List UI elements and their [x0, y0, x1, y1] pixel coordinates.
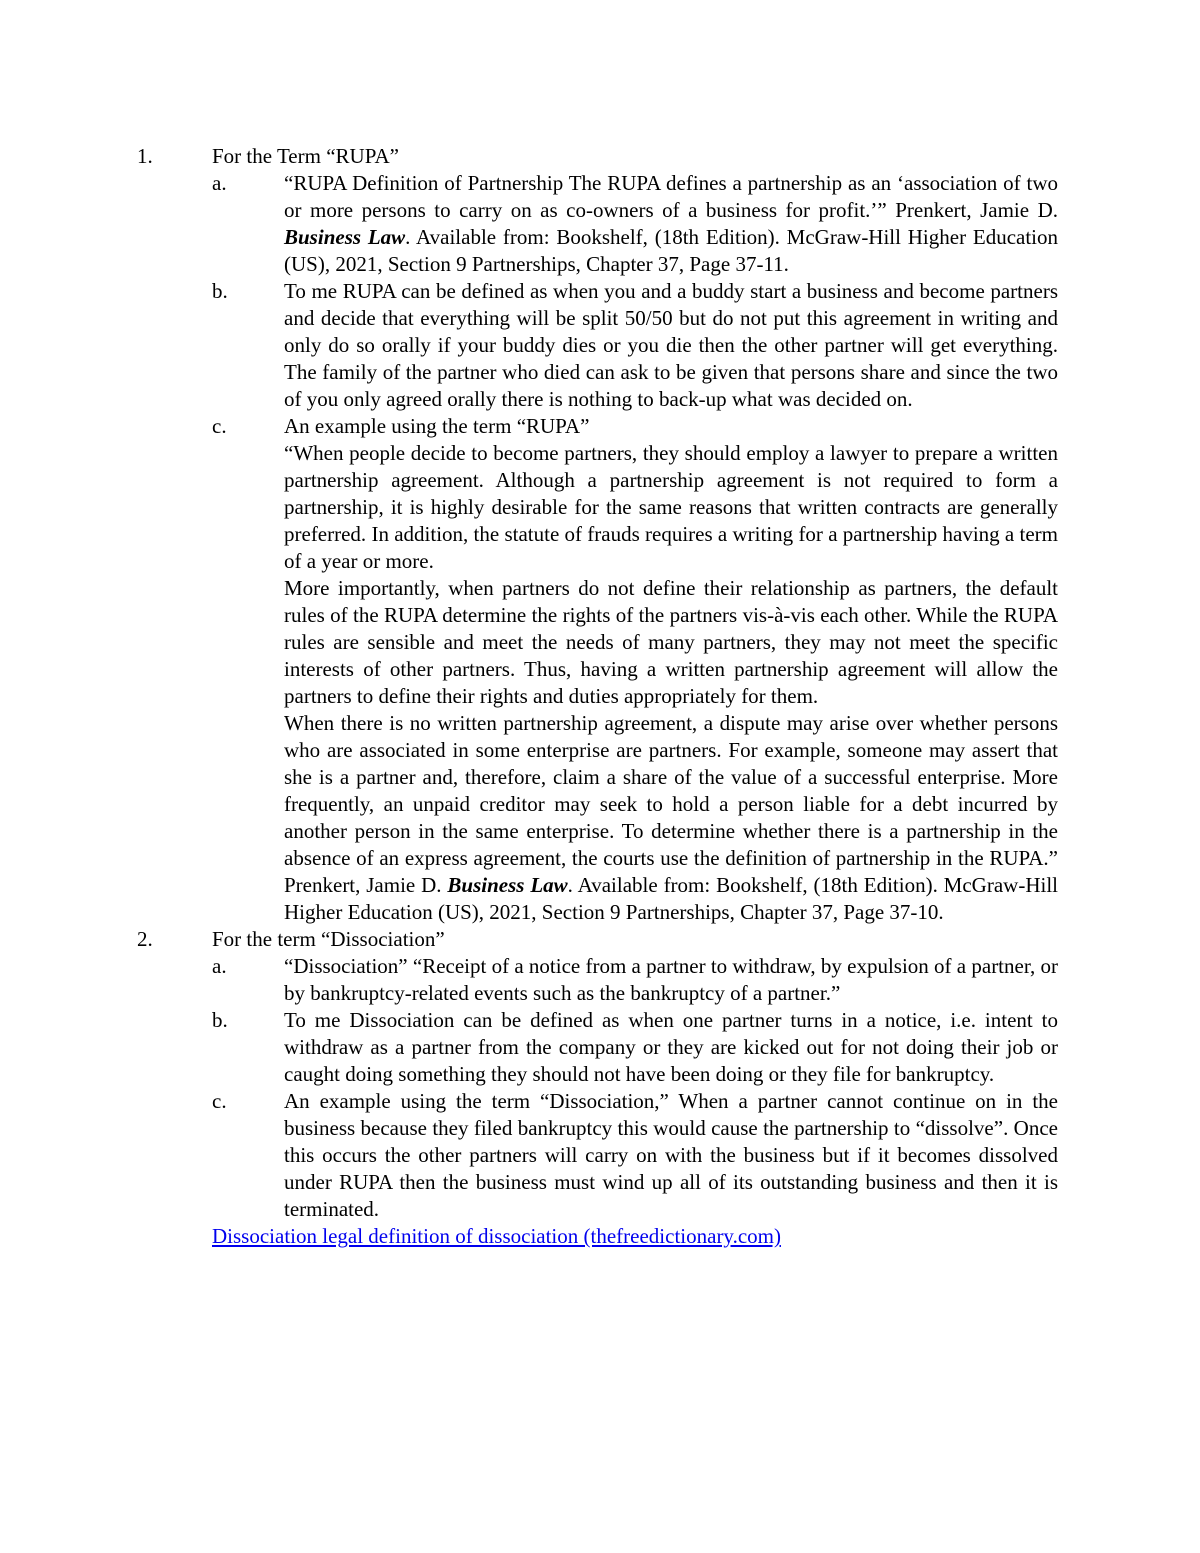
- item-letter: a.: [212, 171, 227, 195]
- paragraph-text: When there is no written partnership agreement, a dispute may arise over whether persons who are associated in some enterprise are partners. For example, someone may assert that she is a partner and, therefore, claim a share of the value of a successful enterprise. More frequently, an unpaid creditor may seek to hold a person liable for a debt incurred by another person in the same enterprise. To determine whether there is a partnership in the absence of an express agreement, the courts use the definition of partnership in the RUPA.” Prenkert, Jamie D.: [284, 711, 1058, 897]
- section-1-item-a: [0, 170, 1200, 278]
- item-text: “Dissociation” “Receipt of a notice from a partner to withdraw, by expulsion of a partner, or by bankruptcy-related events such as the bankruptcy of a partner.”: [284, 954, 1058, 1005]
- item-text: To me RUPA can be defined as when you and a buddy start a business and become partners and decide that everything will be split 50/50 but do not put this agreement in writing and only do so orally if your buddy dies or you die then the other partner will get everything. The family of the partner who died can ask to be given that persons share and since the two of you only agreed orally there is nothing to back-up what was decided on.: [284, 279, 1058, 411]
- item-letter: c.: [212, 414, 227, 438]
- dissociation-definition-link[interactable]: Dissociation legal definition of dissociation (thefreedictionary.com): [212, 1224, 781, 1248]
- example-heading: An example using the term “RUPA”: [284, 414, 590, 438]
- item-letter: a.: [212, 954, 227, 978]
- item-letter: c.: [212, 1089, 227, 1113]
- citation-source: . Available from: Bookshelf, (18th Edition). McGraw-Hill Higher Education (US), 2021, Section 9 Partnerships, Chapter 37, Page 37-11.: [284, 225, 1059, 276]
- citation-text: “RUPA Definition of Partnership The RUPA defines a partnership as an ‘association of two or more persons to carry on as co-owners of a business for profit.’” Prenkert, Jamie D.: [284, 171, 1058, 222]
- section-2-heading: [0, 926, 1200, 953]
- item-text: [284, 413, 1058, 926]
- item-text: To me Dissociation can be defined as when one partner turns in a notice, i.e. intent to withdraw as a partner from the company or they are kicked out for not doing their job or caught doing something they should not have been doing or they file for bankruptcy.: [284, 1008, 1058, 1086]
- item-text: An example using the term “Dissociation,” When a partner cannot continue on in the business because they filed bankruptcy this would cause the partnership to “dissolve”. Once this occurs the other partners will carry on with the business but if it becomes dissolved under RUPA then the business must wind up all of its outstanding business and then it is terminated.: [284, 1089, 1058, 1221]
- example-paragraph-2: More importantly, when partners do not define their relationship as partners, the default rules of the RUPA determine the rights of the partners vis-à-vis each other. While the RUPA rules are sensible and meet the needs of many partners, they may not meet the specific interests of other partners. Thus, having a written partnership agreement will allow the partners to define their rights and duties appropriately for them.: [284, 576, 1058, 708]
- item-letter: b.: [212, 279, 228, 303]
- document-body: [0, 143, 1200, 1250]
- example-paragraph-1: “When people decide to become partners, they should employ a lawyer to prepare a written partnership agreement. Although a partnership agreement is not required to form a partnership, it is highly desirable for the same reasons that written contracts are generally preferred. In addition, the statute of frauds requires a writing for a partnership having a term of a year or more.: [284, 441, 1058, 573]
- book-title: Business Law: [447, 873, 568, 897]
- item-letter: b.: [212, 1008, 228, 1032]
- citation-source: . Available from: Bookshelf, (18th Edition). McGraw-Hill Higher Education (US), 2021, Section 9 Partnerships, Chapter 37, Page 37-10.: [284, 873, 1058, 924]
- section-1-heading: [0, 143, 1200, 170]
- section-1-item-c: [0, 413, 1200, 926]
- section-title: For the term “Dissociation”: [212, 927, 445, 951]
- section-title: For the Term “RUPA”: [212, 144, 399, 168]
- section-2-item-c: [0, 1088, 1200, 1223]
- example-paragraph-3: [284, 710, 1058, 926]
- section-number: 1.: [137, 144, 153, 168]
- item-text: [284, 170, 1058, 278]
- reference-link-line: [0, 1223, 1200, 1250]
- section-2-item-a: [0, 953, 1200, 1007]
- section-number: 2.: [137, 927, 153, 951]
- section-1-item-b: [0, 278, 1200, 413]
- book-title: Business Law: [284, 225, 406, 249]
- section-2-item-b: [0, 1007, 1200, 1088]
